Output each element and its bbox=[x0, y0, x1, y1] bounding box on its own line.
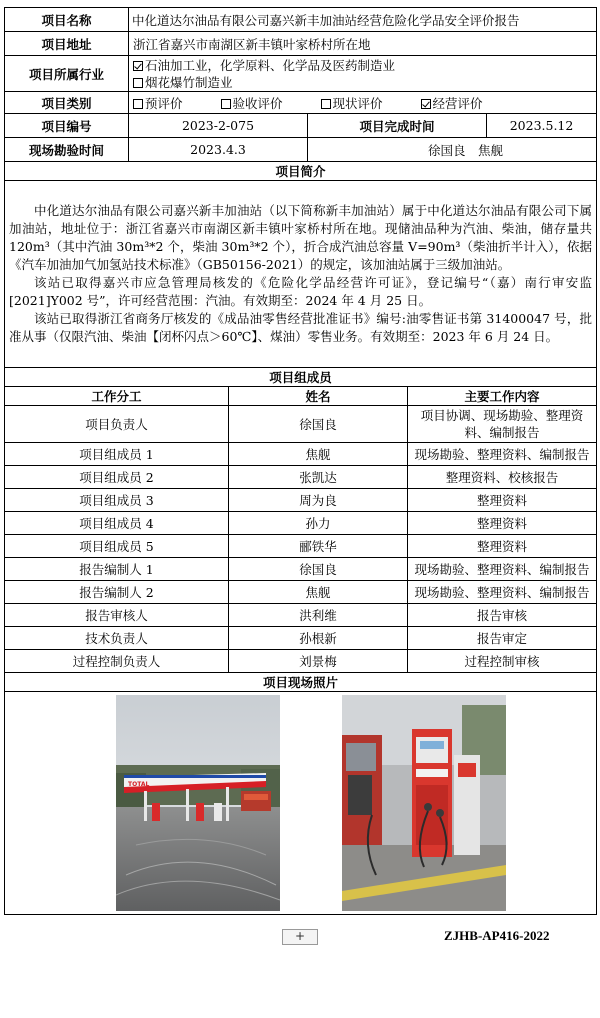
member-work: 过程控制审核 bbox=[408, 650, 597, 673]
checked-box-icon bbox=[421, 99, 431, 109]
member-role: 过程控制负责人 bbox=[5, 650, 229, 673]
project-name-label: 项目名称 bbox=[5, 8, 129, 32]
table-row bbox=[5, 535, 597, 558]
member-role: 项目组成员 1 bbox=[5, 443, 229, 466]
member-work: 报告审核 bbox=[408, 604, 597, 627]
member-work: 整理资料 bbox=[408, 512, 597, 535]
member-name: 郦铁华 bbox=[229, 535, 408, 558]
member-work: 项目协调、现场勘验、整理资料、编制报告 bbox=[408, 406, 597, 443]
member-work: 现场勘验、整理资料、编制报告 bbox=[408, 558, 597, 581]
evaluation-info-table bbox=[4, 7, 597, 915]
table-row bbox=[5, 650, 597, 673]
survey-date: 2023.4.3 bbox=[129, 138, 308, 162]
project-number: 2023-2-075 bbox=[129, 114, 308, 138]
industry-option-fireworks: 烟花爆竹制造业 bbox=[133, 74, 592, 91]
member-role: 项目组成员 2 bbox=[5, 466, 229, 489]
project-address: 浙江省嘉兴市南湖区新丰镇叶家桥村所在地 bbox=[129, 32, 597, 56]
industry-option-petrochem: 石油加工业，化学原料、化学品及医药制造业 bbox=[133, 57, 592, 74]
survey-people: 徐国良 焦舰 bbox=[308, 138, 597, 162]
photos-title: 项目现场照片 bbox=[5, 673, 597, 692]
project-industry-label: 项目所属行业 bbox=[5, 56, 129, 92]
member-name: 徐国良 bbox=[229, 406, 408, 443]
intro-paragraph: 该站已取得嘉兴市应急管理局核发的《危险化学品经营许可证》，登记编号“（嘉）南行审安监[2021]Y002 号”，许可经营范围：汽油。有效期至：2024 年 4 月 25 日。 bbox=[9, 275, 593, 308]
type-option-operation: 经营评价 bbox=[421, 94, 483, 112]
member-role: 项目组成员 4 bbox=[5, 512, 229, 535]
checkbox-icon bbox=[133, 78, 143, 88]
intro-body bbox=[5, 181, 597, 368]
table-row bbox=[5, 443, 597, 466]
member-work: 现场勘验、整理资料、编制报告 bbox=[408, 581, 597, 604]
intro-paragraph: 该站已取得浙江省商务厅核发的《成品油零售经营批准证书》编号:油零售证书第 31400047 号，批准从事（仅限汽油、柴油【闭杯闪点＞60℃】、煤油）零售业务。有效期至：2023 年 6 月 24 日。 bbox=[9, 311, 593, 344]
member-role: 报告审核人 bbox=[5, 604, 229, 627]
station-canopy-photo bbox=[116, 695, 280, 911]
members-header-role: 工作分工 bbox=[5, 387, 229, 406]
member-role: 项目组成员 5 bbox=[5, 535, 229, 558]
members-title: 项目组成员 bbox=[5, 368, 597, 387]
member-name: 焦舰 bbox=[229, 581, 408, 604]
table-row bbox=[5, 558, 597, 581]
survey-time-label: 现场勘验时间 bbox=[5, 138, 129, 162]
table-row bbox=[5, 604, 597, 627]
member-name: 焦舰 bbox=[229, 443, 408, 466]
project-number-label: 项目编号 bbox=[5, 114, 129, 138]
member-role: 项目组成员 3 bbox=[5, 489, 229, 512]
table-row bbox=[5, 466, 597, 489]
member-role: 报告编制人 2 bbox=[5, 581, 229, 604]
intro-title: 项目简介 bbox=[5, 162, 597, 181]
member-name: 周为良 bbox=[229, 489, 408, 512]
canopy-brand-text: TOTAL bbox=[128, 781, 150, 788]
table-row bbox=[5, 489, 597, 512]
members-header-name: 姓名 bbox=[229, 387, 408, 406]
member-role: 技术负责人 bbox=[5, 627, 229, 650]
project-name: 中化道达尔油品有限公司嘉兴新丰加油站经营危险化学品安全评价报告 bbox=[129, 8, 597, 32]
project-address-label: 项目地址 bbox=[5, 32, 129, 56]
table-row bbox=[5, 406, 597, 443]
member-work: 报告审定 bbox=[408, 627, 597, 650]
checkbox-icon bbox=[221, 99, 231, 109]
project-type-options bbox=[129, 92, 597, 114]
project-type-label: 项目类别 bbox=[5, 92, 129, 114]
member-work: 现场勘验、整理资料、编制报告 bbox=[408, 443, 597, 466]
add-button[interactable]: + bbox=[282, 929, 318, 945]
member-role: 报告编制人 1 bbox=[5, 558, 229, 581]
table-row bbox=[5, 512, 597, 535]
document-code: ZJHB-AP416-2022 bbox=[444, 928, 550, 943]
checked-box-icon bbox=[133, 61, 143, 71]
checkbox-icon bbox=[321, 99, 331, 109]
type-option-status: 现状评价 bbox=[321, 94, 383, 112]
member-name: 孙力 bbox=[229, 512, 408, 535]
type-option-pre: 预评价 bbox=[133, 94, 183, 112]
member-name: 徐国良 bbox=[229, 558, 408, 581]
member-name: 张凯达 bbox=[229, 466, 408, 489]
member-name: 刘景梅 bbox=[229, 650, 408, 673]
checkbox-icon bbox=[133, 99, 143, 109]
member-work: 整理资料、校核报告 bbox=[408, 466, 597, 489]
intro-paragraph: 中化道达尔油品有限公司嘉兴新丰加油站（以下简称新丰加油站）属于中化道达尔油品有限公司下属加油站，地址位于：浙江省嘉兴市南湖区新丰镇叶家桥村所在地。现储油品种为汽油、柴油，储存量共 120m³（其中汽油 30m³*2 个，柴油 30m³*2 个），折合成汽油总容量 V=90m³（柴油折半计入），依据《汽车加油加气加氢站技术标准》（GB50156-2021）的规定，该加油站属于三级加油站。 bbox=[9, 203, 593, 272]
type-option-acceptance: 验收评价 bbox=[221, 94, 283, 112]
table-row bbox=[5, 581, 597, 604]
fuel-dispenser-photo bbox=[342, 695, 506, 911]
member-name: 洪利维 bbox=[229, 604, 408, 627]
member-work: 整理资料 bbox=[408, 535, 597, 558]
table-row bbox=[5, 627, 597, 650]
completion-time: 2023.5.12 bbox=[487, 114, 597, 138]
member-role: 项目负责人 bbox=[5, 406, 229, 443]
member-work: 整理资料 bbox=[408, 489, 597, 512]
completion-time-label: 项目完成时间 bbox=[308, 114, 487, 138]
members-header-work: 主要工作内容 bbox=[408, 387, 597, 406]
member-name: 孙根新 bbox=[229, 627, 408, 650]
project-industry-options bbox=[129, 56, 597, 92]
photos-cell bbox=[5, 692, 597, 915]
